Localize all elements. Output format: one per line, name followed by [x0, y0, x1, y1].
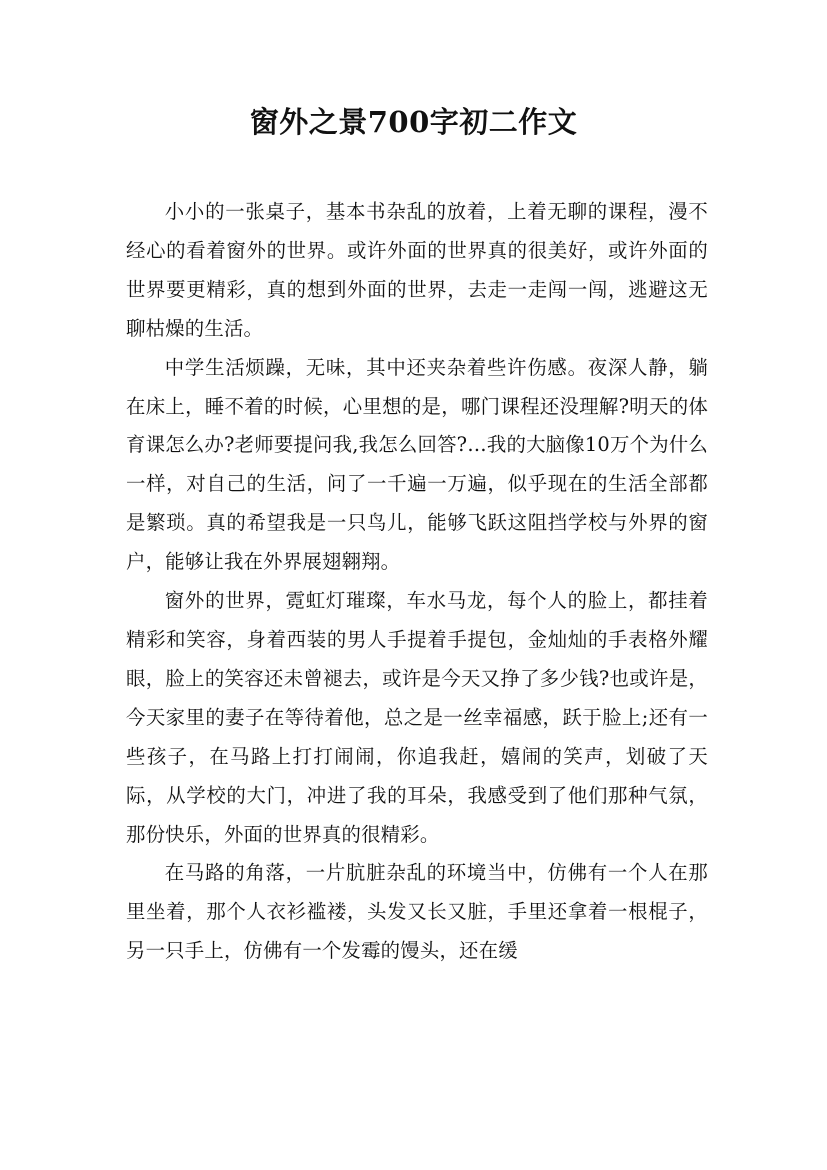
paragraph-4: 在马路的角落，一片肮脏杂乱的环境当中，仿佛有一个人在那里坐着，那个人衣衫褴褛，头发又长又脏，手里还拿着一根棍子，另一只手上，仿佛有一个发霉的馒头，还在缓 [126, 861, 708, 963]
paragraph-2: 中学生活烦躁，无味，其中还夹杂着些许伤感。夜深人静，躺在床上，睡不着的时候，心里想的是，哪门课程还没理解?明天的体育课怎么办?老师要提问我,我怎么回答?…我的大脑像10万个为什么一样，对自己的生活，问了一千遍一万遍，似乎现在的生活全部都是繁琐。真的希望我是一只鸟儿，能够飞跃这阻挡学校与外界的窗户，能够让我在外界展翅翱翔。 [126, 355, 708, 574]
document-title: 窗外之景700字初二作文 [249, 105, 578, 139]
paragraph-3: 窗外的世界，霓虹灯璀璨，车水马龙，每个人的脸上，都挂着精彩和笑容，身着西装的男人手提着手提包，金灿灿的手表格外耀眼，脸上的笑容还未曾褪去，或许是今天又挣了多少钱?也或许是，今天家里的妻子在等待着他，总之是一丝幸福感，跃于脸上;还有一些孩子，在马路上打打闹闹，你追我赶，嬉闹的笑声，划破了天际，从学校的大门，冲进了我的耳朵，我感受到了他们那种气氛，那份快乐，外面的世界真的很精彩。 [126, 589, 708, 846]
document-body [126, 193, 708, 971]
paragraph-1: 小小的一张桌子，基本书杂乱的放着，上着无聊的课程，漫不经心的看着窗外的世界。或许外面的世界真的很美好，或许外面的世界要更精彩，真的想到外面的世界，去走一走闯一闯，逃避这无聊枯燥的生活。 [126, 200, 708, 340]
